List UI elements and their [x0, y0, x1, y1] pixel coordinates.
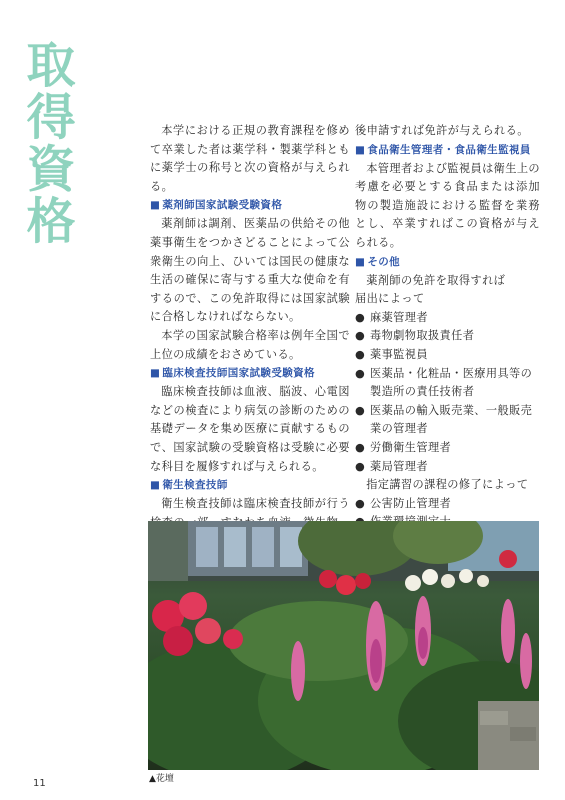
list-item: ● 医薬品・化粧品・医療用具等の製造所の責任技術者	[355, 366, 533, 399]
food-hygiene-paragraph: 本管理者および監視員は衛生上の考慮を必要とする食品または添加物の製造施設における監督を業務とし、卒業すればこの資格が与えられる。	[355, 161, 541, 249]
section-heading-pharmacist: ■ 薬剤師国家試験受験資格	[150, 199, 283, 212]
designated-course-line: 指定講習の課程の修了によって	[366, 478, 529, 492]
list-item: ● 薬局管理者	[355, 459, 428, 473]
page-number: 11	[33, 778, 46, 789]
page-title: 取 得 資 格	[26, 37, 76, 250]
right-column	[355, 122, 540, 550]
pharmacist-pass-rate-paragraph: 本学の国家試験合格率は例年全国で上位の成績をおさめている。	[150, 328, 350, 361]
other-lead-line-1: 薬剤師の免許を取得すれば	[366, 273, 506, 287]
other-lead-line-2: 届出によって	[355, 292, 425, 306]
clinical-lab-paragraph: 臨床検査技師は血液、脳波、心電図などの検査により病気の診断のための基礎データを集め医療に貢献するもので、国家試験の受験資格は受験に必要な科目を履修すれば与えられる。	[150, 385, 350, 473]
section-heading-sanitary-lab: ■ 衛生検査技師	[150, 479, 228, 492]
list-item: ● 薬事監視員	[355, 347, 428, 361]
sanitary-lab-paragraph: 衛生検査技師は臨床検査技師が行う	[161, 497, 350, 511]
intro-paragraph: 本学における正規の教育課程を修めて卒業した者は薬学科・製薬学科ともに薬学士の称号と次の資格が与えられる。	[150, 124, 350, 193]
photo-caption: ▲花壇	[149, 774, 174, 784]
list-item: ● 医薬品の輸入販売業、一般販売業の管理者	[355, 403, 533, 436]
flower-bed-photo	[148, 521, 539, 770]
pharmacist-paragraph: 薬剤師は調剤、医薬品の供給その他薬事衛生をつかさどることによって公衆衛生の向上、ひいては国民の健康な生活の確保に寄与する重大な使命を有するので、この免許取得には国家試験に合格しなければならない。	[150, 217, 350, 324]
list-item: ● 労働衛生管理者	[355, 440, 452, 454]
section-heading-other: ■ その他	[355, 255, 401, 268]
qualification-list-a	[355, 309, 540, 476]
list-item: ● 毒物劇物取扱責任者	[355, 329, 475, 343]
list-item: ● 公害防止管理者	[355, 496, 452, 510]
section-heading-clinical-lab: ■ 臨床検査技師国家試験受験資格	[150, 367, 315, 380]
left-column	[150, 122, 350, 569]
continuation-text: 後申請すれば免許が与えられる。	[355, 124, 529, 137]
list-item: ● 麻薬管理者	[355, 310, 428, 324]
section-heading-food-hygiene: ■ 食品衛生管理者・食品衛生監視員	[355, 143, 531, 156]
